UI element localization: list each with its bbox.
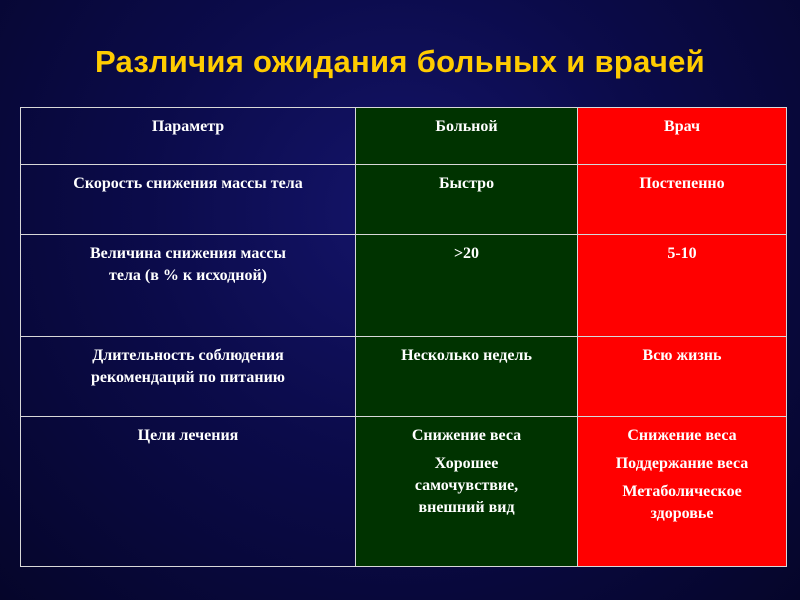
row-amount-parameter: [21, 235, 356, 337]
row-goals-parameter: [21, 417, 356, 567]
comparison-table: [20, 107, 787, 567]
cell-line: тела (в % к исходной): [108, 267, 268, 284]
cell-line: здоровье: [650, 505, 714, 522]
cell-text: Постепенно: [639, 175, 725, 192]
header-doctor: Врач: [578, 108, 787, 165]
cell-line: Величина снижения массы: [89, 245, 287, 262]
cell-text: Цели лечения: [137, 427, 239, 444]
cell-text: Быстро: [438, 175, 495, 192]
row-duration-doctor: [578, 337, 787, 417]
cell-text: Всю жизнь: [642, 347, 722, 364]
table-row-speed: [21, 165, 787, 235]
table-row-goals: [21, 417, 787, 567]
cell-line: Снижение веса: [627, 427, 737, 444]
cell-line: Поддержание веса: [615, 455, 749, 472]
row-speed-doctor: [578, 165, 787, 235]
cell-line: рекомендаций по питанию: [90, 369, 286, 386]
cell-line: внешний вид: [418, 499, 515, 516]
table-row-amount: [21, 235, 787, 337]
cell-line: Длительность соблюдения: [92, 347, 284, 364]
row-amount-doctor: [578, 235, 787, 337]
header-patient: Больной: [356, 108, 578, 165]
cell-line: Метаболическое: [622, 483, 742, 500]
row-duration-patient: [356, 337, 578, 417]
cell-text: 5-10: [667, 245, 697, 262]
row-speed-parameter: [21, 165, 356, 235]
table-header-row: [21, 108, 787, 165]
row-goals-patient: [356, 417, 578, 567]
row-speed-patient: [356, 165, 578, 235]
row-goals-doctor: [578, 417, 787, 567]
cell-line: самочувствие,: [414, 477, 519, 494]
table-row-duration: [21, 337, 787, 417]
header-parameter: Параметр: [21, 108, 356, 165]
cell-line: Хорошее: [434, 455, 499, 472]
cell-line: Снижение веса: [411, 427, 522, 444]
cell-text: Скорость снижения массы тела: [73, 175, 303, 192]
slide-title: Различия ожидания больных и врачей: [94, 44, 706, 79]
cell-text: >20: [453, 245, 480, 262]
row-duration-parameter: [21, 337, 356, 417]
row-amount-patient: [356, 235, 578, 337]
cell-text: Несколько недель: [401, 347, 532, 364]
